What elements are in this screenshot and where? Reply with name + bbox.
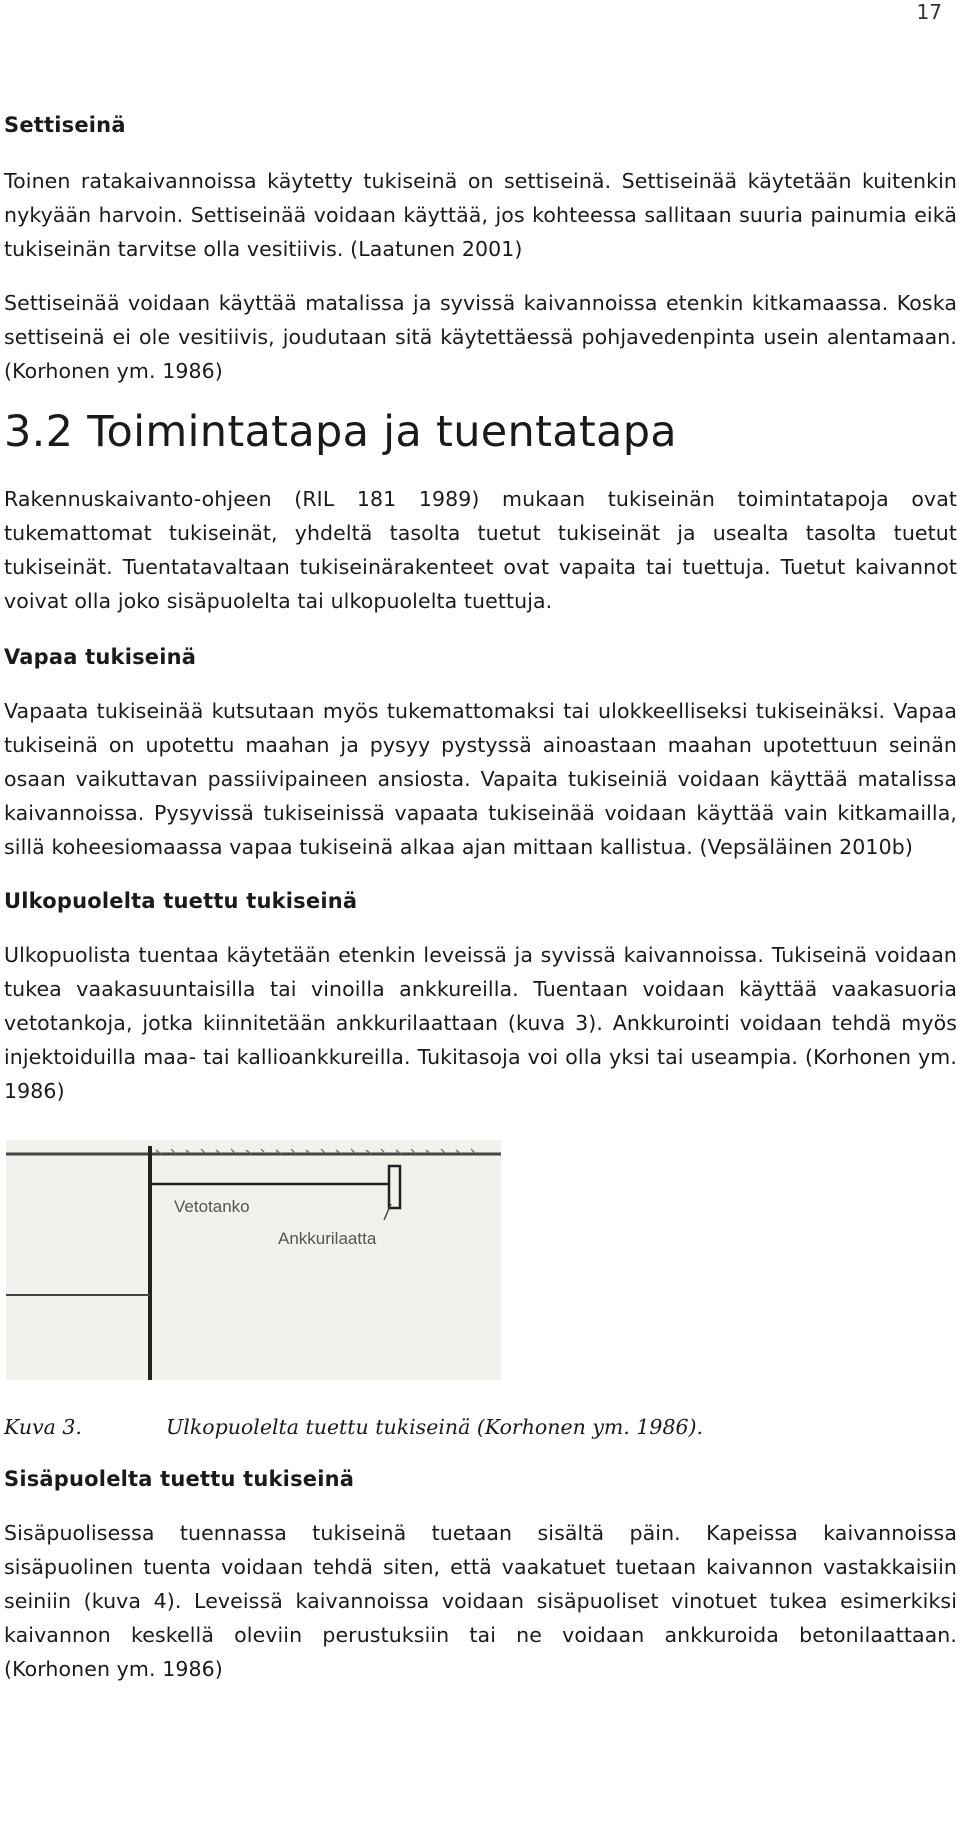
label-vetotanko: Vetotanko — [174, 1197, 250, 1216]
heading-ulkopuolelta: Ulkopuolelta tuettu tukiseinä — [4, 889, 358, 913]
paragraph-vapaa-1: Vapaata tukiseinää kutsutaan myös tukemattomaksi tai ulokkeelliseksi tukiseinäksi. Vapaa tukiseinä on upotettu maahan ja pysyy pystyssä ainoastaan maahan upotettuun seinän osaan vaikuttavan passiivipaineen ansiosta. Vapaita tukiseiniä voidaan käyttää matalissa kaivannoissa. Pysyvissä tukiseinissä vapaata tukiseinää voidaan käyttää vain kitkamailla, sillä koheesiomaassa vapaa tukiseinä alkaa ajan mittaan kallistua. (Vepsäläinen 2010b) — [4, 699, 957, 859]
anchor-plate — [389, 1166, 400, 1208]
anchor-plate-pointer — [384, 1204, 391, 1220]
anchored-wall-figure — [6, 1140, 501, 1380]
paragraph-sisapuolelta-1: Sisäpuolisessa tuennassa tukiseinä tuetaan sisältä päin. Kapeissa kaivannoissa sisäpuolinen tuenta voidaan tehdä siten, että vaakatuet tuetaan kaivannon vastakkaisiin seiniin (kuva 4). Leveissä kaivannoissa voidaan sisäpuoliset vinotuet tukea esimerkiksi kaivannon keskellä oleviin perustuksiin tai ne voidaan ankkuroida betonilaattaan. (Korhonen ym. 1986) — [4, 1521, 957, 1681]
page-number: 17 — [916, 0, 942, 24]
paragraph-settiseina-2: Settiseinää voidaan käyttää matalissa ja syvissä kaivannoissa etenkin kitkamaassa. Koska settiseinä ei ole vesitiivis, joudutaan sitä käytettäessä pohjavedenpinta usein alentamaan. (Korhonen ym. 1986) — [4, 291, 957, 383]
heading-vapaa: Vapaa tukiseinä — [4, 645, 197, 669]
paragraph-ulkopuolelta-1: Ulkopuolista tuentaa käytetään etenkin leveissä ja syvissä kaivannoissa. Tukiseinä voidaan tukea vaakasuuntaisilla tai vinoilla ankkureilla. Tuentaan voidaan käyttää vaakasuoria vetotankoja, jotka kiinnitetään ankkurilaattaan (kuva 3). Ankkurointi voidaan tehdä myös injektoiduilla maa- tai kallioankkureilla. Tukitasoja voi olla yksi tai useampia. (Korhonen ym. 1986) — [4, 943, 957, 1103]
section-title: 3.2 Toimintatapa ja tuentatapa — [4, 407, 677, 457]
paragraph-section-1: Rakennuskaivanto-ohjeen (RIL 181 1989) mukaan tukiseinän toimintatapoja ovat tukemattomat tukiseinät, yhdeltä tasolta tuetut tukiseinät ja usealta tasolta tuetut tukiseinät. Tuentatavaltaan tukiseinärakenteet ovat vapaita tai tuettuja. Tuetut kaivannot voivat olla joko sisäpuolelta tai ulkopuolelta tuettuja. — [4, 487, 957, 613]
paragraph-settiseina-1: Toinen ratakaivannoissa käytetty tukiseinä on settiseinä. Settiseinää käytetään kuitenkin nykyään harvoin. Settiseinää voidaan käyttää, jos kohteessa sallitaan suuria painumia eikä tukiseinän tarvitse olla vesitiivis. (Laatunen 2001) — [4, 169, 957, 261]
document-body — [4, 110, 957, 1686]
heading-sisapuolelta: Sisäpuolelta tuettu tukiseinä — [4, 1467, 355, 1491]
caption-number: Kuva 3. — [4, 1415, 82, 1439]
heading-settiseina: Settiseinä — [4, 113, 126, 137]
caption-text: Ulkopuolelta tuettu tukiseinä (Korhonen ym. 1986). — [166, 1415, 704, 1439]
anchored-wall-diagram — [6, 1140, 501, 1380]
figure-caption — [4, 1412, 957, 1442]
label-ankkurilaatta: Ankkurilaatta — [278, 1229, 377, 1248]
